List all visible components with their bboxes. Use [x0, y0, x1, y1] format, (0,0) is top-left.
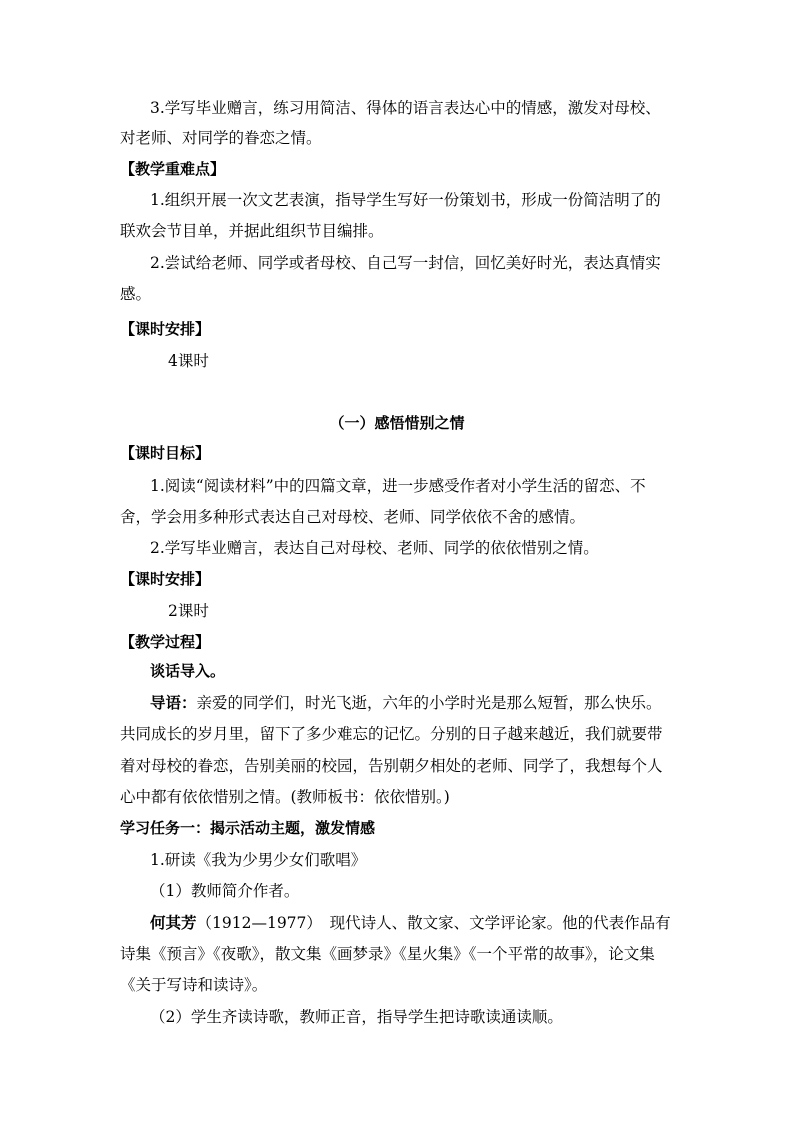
section-title: （一）感悟惜别之情	[329, 414, 465, 432]
author-line-1	[150, 913, 671, 933]
process-heading: 【教学过程】	[120, 633, 211, 651]
key-point-2-line-2: 感。	[120, 285, 152, 303]
task-1-title: 学习任务一：揭示活动主题，激发情感	[120, 819, 376, 837]
key-point-1-line-1: 1.组织开展一次文艺表演，指导学生写好一份策划书，形成一份简洁明了的	[150, 191, 661, 209]
author-name: 何其芳	[150, 913, 197, 932]
goal-1-line-2: 舍，学会用多种形式表达自己对母校、老师、同学依依不舍的感情。	[120, 508, 586, 526]
intro-title: 谈话导入。	[150, 662, 226, 680]
schedule-heading: 【课时安排】	[120, 320, 211, 338]
schedule-value: 4课时	[168, 352, 209, 370]
task-1-study-line: 1.研读《我为少男少女们歌唱》	[150, 851, 367, 869]
guide-text-1: 亲爱的同学们，时光飞逝，六年的小学时光是那么短暂，那么快乐。	[196, 694, 662, 712]
author-line-3: 《关于写诗和读诗》。	[120, 976, 268, 994]
goal-2-line: 2.学写毕业赠言，表达自己对母校、老师、同学的依依惜别之情。	[150, 539, 599, 557]
goal-1-line-1: 1.阅读“阅读材料”中的四篇文章，进一步感受作者对小学生活的留恋、不	[150, 477, 646, 495]
task-1-sub-1: （1）教师简介作者。	[150, 882, 300, 900]
objective-3-line-2: 对老师、对同学的眷恋之情。	[120, 129, 322, 147]
guide-line-2: 共同成长的岁月里，留下了多少难忘的记忆。分别的日子越来越近，我们就要带	[120, 725, 663, 743]
goals-heading: 【课时目标】	[120, 444, 211, 462]
guide-line-1	[150, 693, 662, 713]
key-point-1-line-2: 联欢会节目单，并据此组织节目编排。	[120, 222, 384, 240]
guide-label: 导语：	[150, 693, 197, 712]
author-text-1: （1912—1977） 现代诗人、散文家、文学评论家。他的代表作品有	[196, 914, 671, 932]
key-point-2-line-1: 2.尝试给老师、同学或者母校、自己写一封信，回忆美好时光，表达真情实	[150, 254, 661, 272]
author-line-2: 诗集《预言》《夜歌》，散文集《画梦录》《星火集》《一个平常的故事》，论文集	[120, 945, 655, 963]
guide-line-3: 着对母校的眷恋，告别美丽的校园，告别朝夕相处的老师、同学了，我想每个人	[120, 757, 663, 775]
task-1-sub-2: （2）学生齐读诗歌，教师正音，指导学生把诗歌读通读顺。	[150, 1008, 563, 1026]
schedule-2-heading: 【课时安排】	[120, 570, 211, 588]
key-points-heading: 【教学重难点】	[120, 160, 226, 178]
objective-3-line-1: 3.学写毕业赠言，练习用简洁、得体的语言表达心中的情感，激发对母校、	[150, 99, 661, 117]
schedule-2-value: 2课时	[168, 602, 209, 620]
guide-line-4: 心中都有依依惜别之情。(教师板书：依依惜别。)	[120, 788, 450, 806]
